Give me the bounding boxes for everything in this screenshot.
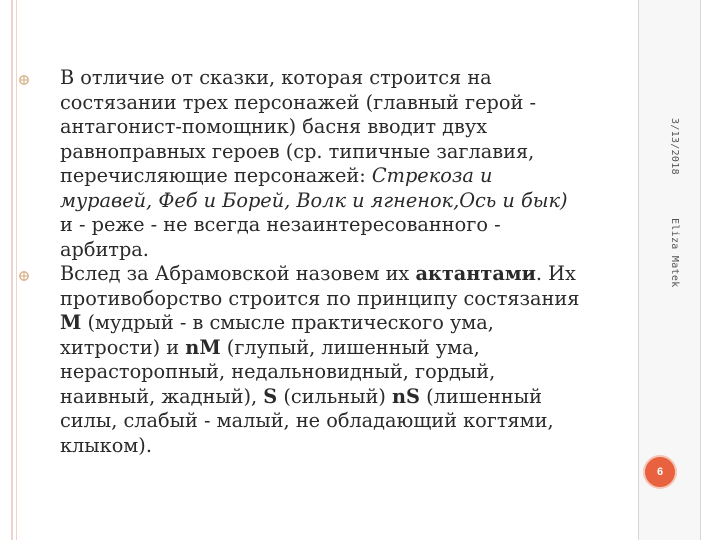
text-line — [60, 91, 638, 116]
text-segment: противоборство строится по принципу состязания — [60, 286, 580, 310]
text-line — [60, 238, 638, 263]
text-segment: наивный, жадный), — [60, 384, 264, 408]
text-segment: арбитра. — [60, 237, 149, 261]
text-segment: нерасторопный, недальновидный, гордый, — [60, 360, 496, 383]
text-segment: . Их — [535, 262, 576, 285]
text-segment: хитрости) и — [60, 335, 186, 359]
text-segment: перечисляющие персонажей: — [60, 164, 372, 187]
text-segment: nМ — [185, 335, 221, 359]
text-segment: S — [263, 384, 278, 408]
text-line — [60, 336, 638, 361]
bullet-paragraph — [18, 262, 638, 458]
text-segment: М — [60, 311, 82, 334]
sidebar-meta — [663, 118, 685, 288]
text-segment: равноправных героев (ср. типичные заглавия, — [60, 139, 535, 163]
text-segment: Стрекоза и — [371, 164, 493, 187]
text-segment: актантами — [415, 262, 536, 285]
slide-content — [18, 66, 638, 458]
text-segment: Вслед за Абрамовской назовем их — [60, 262, 416, 285]
left-accent-line — [11, 0, 13, 540]
text-line — [60, 189, 638, 214]
text-line — [60, 385, 638, 410]
text-line — [60, 213, 638, 238]
page-number: 6 — [656, 466, 664, 478]
text-segment: (мудрый - в смысле практического ума, — [81, 311, 494, 334]
text-line — [60, 434, 638, 459]
text-segment: В отличие от сказки, которая строится на — [60, 66, 492, 89]
ornament-bullet-icon — [18, 74, 30, 86]
text-line — [60, 66, 638, 91]
text-line — [60, 115, 638, 140]
text-line — [60, 409, 638, 434]
text-line — [60, 164, 638, 189]
text-segment: nS — [391, 384, 420, 408]
text-line — [60, 262, 638, 287]
text-segment: муравей, Феб и Борей, Волк и ягненок,Ось и бык) — [60, 188, 568, 212]
text-segment: клыком). — [60, 433, 152, 457]
bullet-paragraph — [18, 66, 638, 262]
text-segment: антагонист-помощник) басня вводит двух — [60, 115, 488, 138]
text-line — [60, 287, 638, 312]
text-line — [60, 360, 638, 385]
slide-date: 3/13/2018 — [669, 118, 680, 175]
page-number-badge — [643, 455, 677, 489]
ornament-bullet-icon — [18, 270, 30, 282]
text-segment: состязании трех персонажей (главный герой - — [60, 90, 536, 114]
text-segment: силы, слабый - малый, не обладающий когтями, — [60, 409, 554, 432]
text-segment: (глупый, лишенный ума, — [220, 335, 480, 359]
slide-author: Eliza Matek — [669, 217, 680, 288]
text-segment: (сильный) — [277, 384, 392, 408]
text-line — [60, 311, 638, 336]
right-sidebar-edge — [700, 0, 720, 540]
text-segment: (лишенный — [419, 384, 542, 408]
text-line — [60, 140, 638, 165]
left-accent-line-thin — [16, 0, 17, 540]
text-segment: и - реже - не всегда незаинтересованного - — [60, 213, 501, 236]
